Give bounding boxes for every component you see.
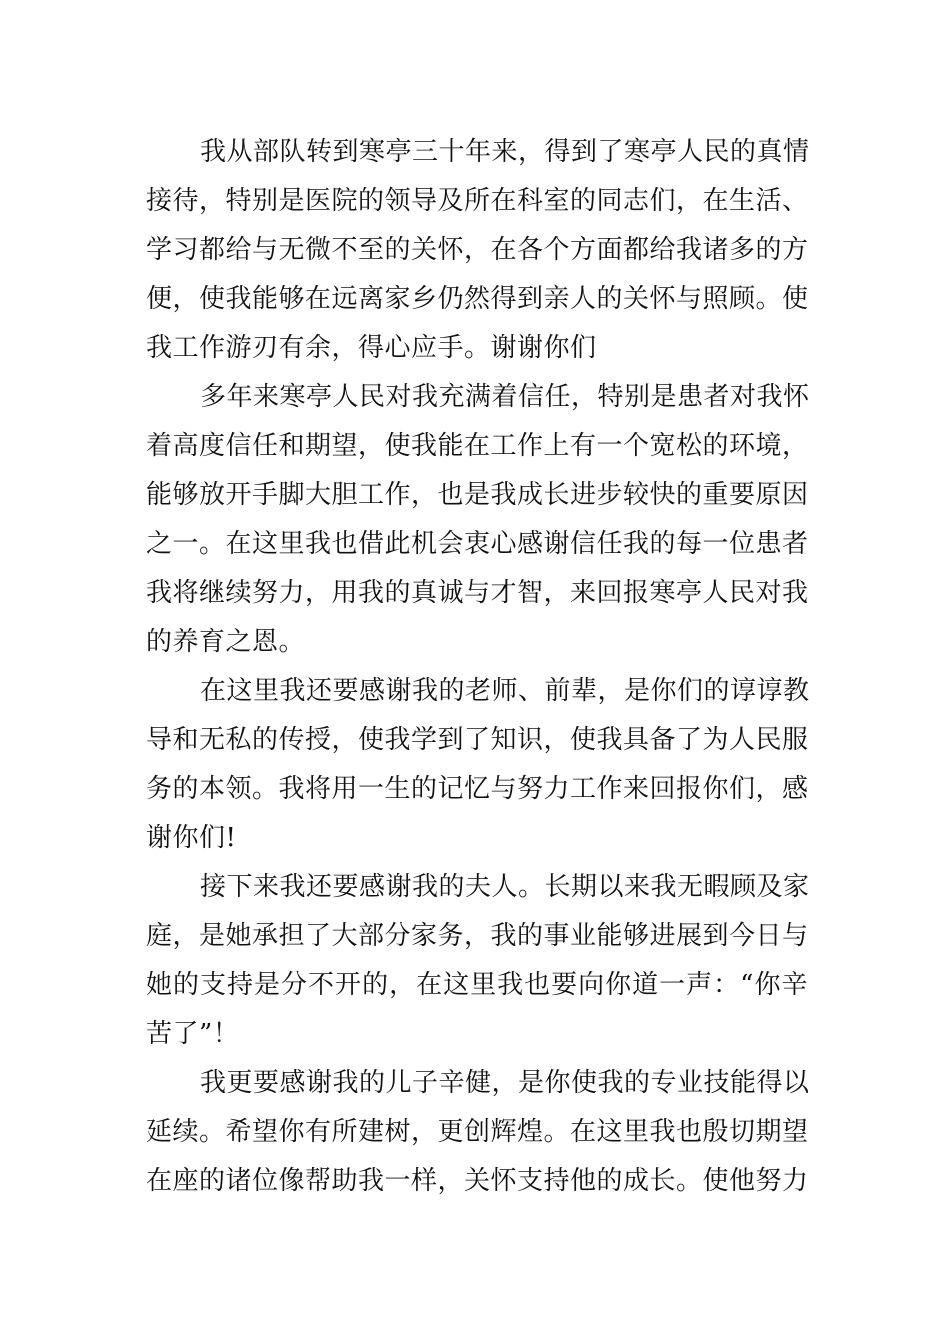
paragraph-line: 我更要感谢我的儿子辛健，是你使我的专业技能得以	[200, 1068, 810, 1098]
paragraph-line: 苦了”！	[146, 1019, 240, 1049]
paragraph-4	[146, 863, 808, 1059]
paragraph-line: 在这里我还要感谢我的老师、前辈，是你们的谆谆教	[200, 676, 810, 706]
paragraph-line: 学习都给与无微不至的关怀，在各个方面都给我诸多的方	[146, 235, 809, 265]
paragraph-line: 多年来寒亭人民对我充满着信任，特别是患者对我怀	[200, 382, 810, 412]
paragraph-5	[146, 1059, 808, 1206]
paragraph-line: 的养育之恩。	[146, 627, 306, 657]
paragraph-3	[146, 667, 808, 863]
paragraph-1	[146, 128, 808, 373]
paragraph-line: 我从部队转到寒亭三十年来，得到了寒亭人民的真情	[200, 137, 810, 167]
paragraph-line: 之一。在这里我也借此机会衷心感谢信任我的每一位患者	[146, 529, 809, 559]
paragraph-line: 延续。希望你有所建树，更创辉煌。在这里我也殷切期望	[146, 1117, 809, 1147]
paragraph-line: 接下来我还要感谢我的夫人。长期以来我无暇顾及家	[200, 872, 810, 902]
paragraph-2	[146, 373, 808, 667]
paragraph-line: 能够放开手脚大胆工作，也是我成长进步较快的重要原因	[146, 480, 809, 510]
document-body	[146, 128, 808, 1206]
paragraph-line: 接待，特别是医院的领导及所在科室的同志们，在生活、	[146, 186, 809, 216]
paragraph-line: 庭，是她承担了大部分家务，我的事业能够进展到今日与	[146, 921, 809, 951]
paragraph-line: 导和无私的传授，使我学到了知识，使我具备了为人民服	[146, 725, 809, 755]
paragraph-line: 她的支持是分不开的，在这里我也要向你道一声：“你辛	[146, 970, 808, 1000]
paragraph-line: 务的本领。我将用一生的记忆与努力工作来回报你们，感	[146, 774, 809, 804]
paragraph-line: 着高度信任和期望，使我能在工作上有一个宽松的环境，	[146, 431, 809, 461]
paragraph-line: 便，使我能够在远离家乡仍然得到亲人的关怀与照顾。使	[146, 284, 809, 314]
paragraph-line: 我将继续努力，用我的真诚与才智，来回报寒亭人民对我	[146, 578, 809, 608]
paragraph-line: 谢你们!	[146, 823, 237, 853]
paragraph-line: 我工作游刃有余，得心应手。谢谢你们	[146, 333, 597, 363]
paragraph-line: 在座的诸位像帮助我一样，关怀支持他的成长。使他努力	[146, 1166, 809, 1196]
